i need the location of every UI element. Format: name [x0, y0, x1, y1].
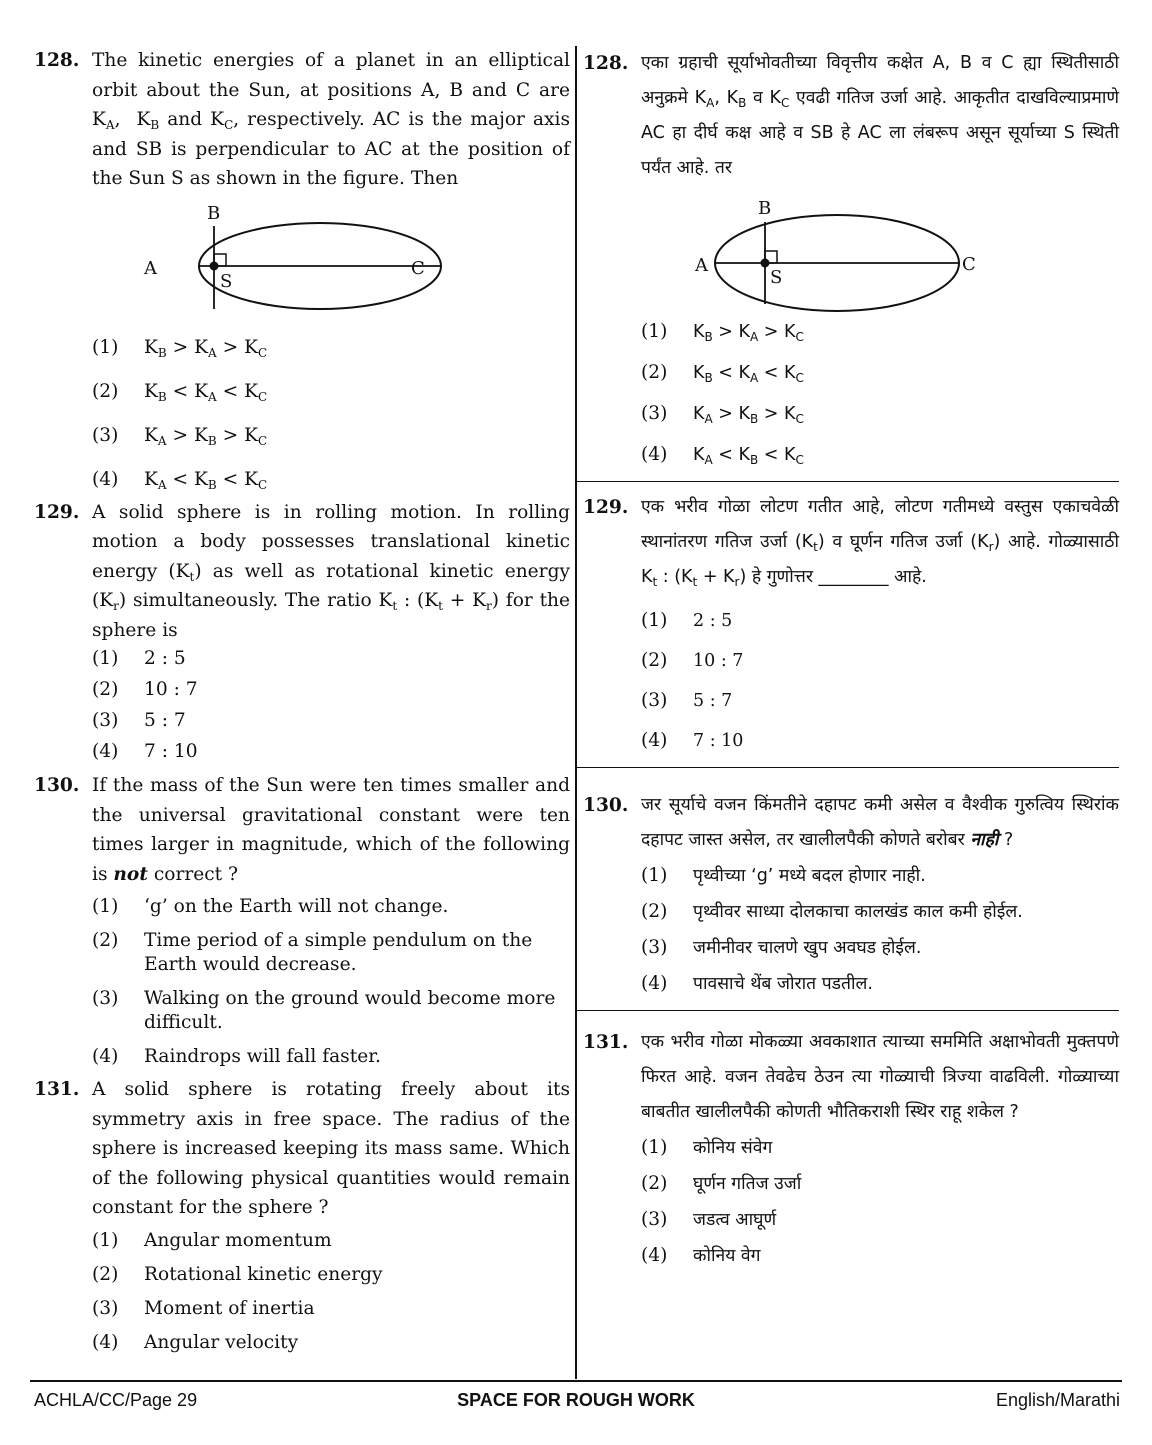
- label-s: S: [770, 267, 783, 288]
- option-4[interactable]: (4) $K_A < K_B < K_C$: [92, 468, 268, 492]
- options-128-mr: [583, 320, 1119, 467]
- question-130-mr: [583, 788, 1119, 858]
- column-divider: [575, 46, 577, 1379]
- english-column: [34, 46, 570, 1355]
- footer-rule: [30, 1380, 1122, 1382]
- question-number: 129.: [34, 501, 80, 523]
- question-number: 129.: [583, 497, 629, 518]
- separator: [577, 1010, 1119, 1011]
- question-number: 130.: [34, 775, 80, 796]
- option-2[interactable]: (2) 10 : 7: [641, 650, 744, 671]
- label-c: C: [962, 254, 976, 275]
- question-text: A solid sphere is rotating freely about its symmetry axis in free space. The radius of the sphere is increased keeping its mass same. Which of the following physical quantities would remain constant for the sphere ?: [92, 1079, 570, 1218]
- option-3[interactable]: (3) Walking on the ground would become more difficult.: [92, 988, 556, 1033]
- question-number: 128.: [583, 53, 629, 74]
- option-3[interactable]: (3) 5 : 7: [92, 710, 186, 731]
- option-2[interactable]: (2) $K_B < K_A < K_C$: [92, 380, 268, 404]
- sun-point: [761, 259, 770, 268]
- options-131-en: [34, 1229, 570, 1355]
- option-1[interactable]: (1) $K_B > K_A > K_C$: [641, 321, 804, 344]
- options-129-mr: [583, 609, 1119, 753]
- question-131-mr: [583, 1025, 1119, 1130]
- question-text: A solid sphere is in rolling motion. In rolling motion a body possesses translational kinetic energy $(K_t)$ as well as rotational kinetic energy $(K_r)$ simultaneously. The ratio $K_t$ : $(K_t + K_r)$ for the sphere is: [92, 501, 571, 641]
- options-129-en: [34, 647, 570, 764]
- label-b: B: [758, 198, 772, 219]
- option-2[interactable]: (2) घूर्णन गतिज उर्जा: [641, 1173, 802, 1194]
- options-131-mr: [583, 1136, 1119, 1268]
- label-s: S: [220, 270, 233, 292]
- label-a: A: [144, 257, 157, 279]
- option-4[interactable]: (4) $K_A < K_B < K_C$: [641, 444, 804, 467]
- question-text: एका ग्रहाची सूर्याभोवतीच्या विवृत्तीय कक्षेत A, B व C ह्या स्थितीसाठी अनुक्रमे $K_A$, $K_B$ व $K_C$ एवढी गतिज उर्जा आहे. आकृतीत दाखविल्याप्रमाणे AC हा दीर्घ कक्ष आहे व SB हे AC ला लंबरूप असून सूर्याच्या S स्थिती पर्यंत आहे. तर: [641, 53, 1120, 178]
- option-2[interactable]: (2) Rotational kinetic energy: [92, 1263, 383, 1285]
- option-4[interactable]: (4) 7 : 10: [641, 730, 744, 751]
- label-a: A: [695, 255, 708, 276]
- page-id: ACHLA/CC/Page 29: [34, 1390, 198, 1410]
- option-3[interactable]: (3) जडत्व आघूर्ण: [641, 1209, 777, 1230]
- option-1[interactable]: (1) ‘g’ on the Earth will not change.: [92, 896, 449, 917]
- question-129-mr: [583, 490, 1119, 595]
- option-1[interactable]: (1) कोनिय संवेग: [641, 1137, 773, 1158]
- option-3[interactable]: (3) Moment of inertia: [92, 1297, 315, 1319]
- rough-work-label: SPACE FOR ROUGH WORK: [457, 1390, 695, 1410]
- ellipse-orbit-figure-en: [34, 194, 570, 322]
- question-number: 131.: [34, 1079, 80, 1100]
- question-number: 128.: [34, 50, 80, 71]
- question-130-en: [34, 771, 570, 889]
- option-3[interactable]: (3) $K_A > K_B > K_C$: [641, 403, 804, 426]
- question-number: 130.: [583, 795, 629, 816]
- option-3[interactable]: (3) 5 : 7: [641, 690, 733, 711]
- option-1[interactable]: (1) पृथ्वीच्या ‘g’ मध्ये बदल होणार नाही.: [641, 865, 926, 886]
- question-131-en: [34, 1075, 570, 1223]
- question-text: एक भरीव गोळा लोटण गतीत आहे, लोटण गतीमध्ये वस्तुस एकाचवेळी स्थानांतरण गतिज उर्जा $(K_t)$ व घूर्णन गतिज उर्जा $(K_r)$ आहे. गोळ्यासाठी $K_t$ : $(K_t + K_r)$ हे गुणोत्तर ________ आहे.: [641, 497, 1119, 589]
- question-text: The kinetic energies of a planet in an elliptical orbit about the Sun, at positions A, B and C are $K_A$, $K_B$ and $K_C$, respectively. AC is the major axis and SB is perpendicular to AC at the position of the Sun S as shown in the figure. Then: [92, 50, 570, 189]
- option-2[interactable]: (2) Time period of a simple pendulum on the Earth would decrease.: [92, 930, 533, 975]
- ellipse-orbit-figure-mr: [583, 186, 1119, 314]
- option-1[interactable]: (1) $K_B > K_A > K_C$: [92, 336, 268, 360]
- question-128-mr: [583, 46, 1119, 186]
- options-128-en: [34, 336, 570, 492]
- option-4[interactable]: (4) Raindrops will fall faster.: [92, 1046, 381, 1067]
- marathi-column: [583, 46, 1119, 1268]
- options-130-en: [34, 895, 570, 1069]
- sun-point: [210, 261, 219, 270]
- question-text: If the mass of the Sun were ten times smaller and the universal gravitational constant were ten times larger in magnitude, which of the following is not correct ?: [92, 775, 570, 885]
- label-c: C: [411, 257, 425, 279]
- option-2[interactable]: (2) पृथ्वीवर साध्या दोलकाचा कालखंड काल कमी होईल.: [641, 901, 1023, 922]
- option-4[interactable]: (4) कोनिय वेग: [641, 1245, 761, 1266]
- label-b: B: [207, 202, 221, 224]
- question-text: एक भरीव गोळा मोकळ्या अवकाशात त्याच्या सममिति अक्षाभोवती मुक्तपणे फिरत आहे. वजन तेवढेच ठेउन त्या गोळ्याची त्रिज्या वाढविली. गोळ्याच्या बाबतीत खालीलपैकी कोणती भौतिकराशी स्थिर राहू शकेल ?: [641, 1032, 1119, 1122]
- separator: [577, 767, 1119, 768]
- option-3[interactable]: (3) $K_A > K_B > K_C$: [92, 424, 268, 448]
- option-1[interactable]: (1) 2 : 5: [641, 610, 733, 631]
- option-4[interactable]: (4) Angular velocity: [92, 1331, 299, 1353]
- option-4[interactable]: (4) 7 : 10: [92, 741, 198, 762]
- option-1[interactable]: (1) 2 : 5: [92, 648, 186, 669]
- question-number: 131.: [583, 1032, 629, 1053]
- language-label: English/Marathi: [995, 1390, 1120, 1410]
- separator: [577, 481, 1119, 482]
- question-129-en: [34, 498, 570, 646]
- question-text: जर सूर्याचे वजन किंमतीने दहापट कमी असेल व वैश्वीक गुरुत्विय स्थिरांक दहापट जास्त असेल, तर खालीलपैकी कोणते बरोबर नाही ?: [641, 795, 1119, 850]
- option-1[interactable]: (1) Angular momentum: [92, 1229, 332, 1251]
- options-130-mr: [583, 864, 1119, 996]
- option-4[interactable]: (4) पावसाचे थेंब जोरात पडतील.: [641, 973, 873, 994]
- option-2[interactable]: (2) 10 : 7: [92, 679, 198, 700]
- option-3[interactable]: (3) जमीनीवर चालणे खुप अवघड होईल.: [641, 937, 922, 958]
- question-128-en: [34, 46, 570, 194]
- option-2[interactable]: (2) $K_B < K_A < K_C$: [641, 362, 804, 385]
